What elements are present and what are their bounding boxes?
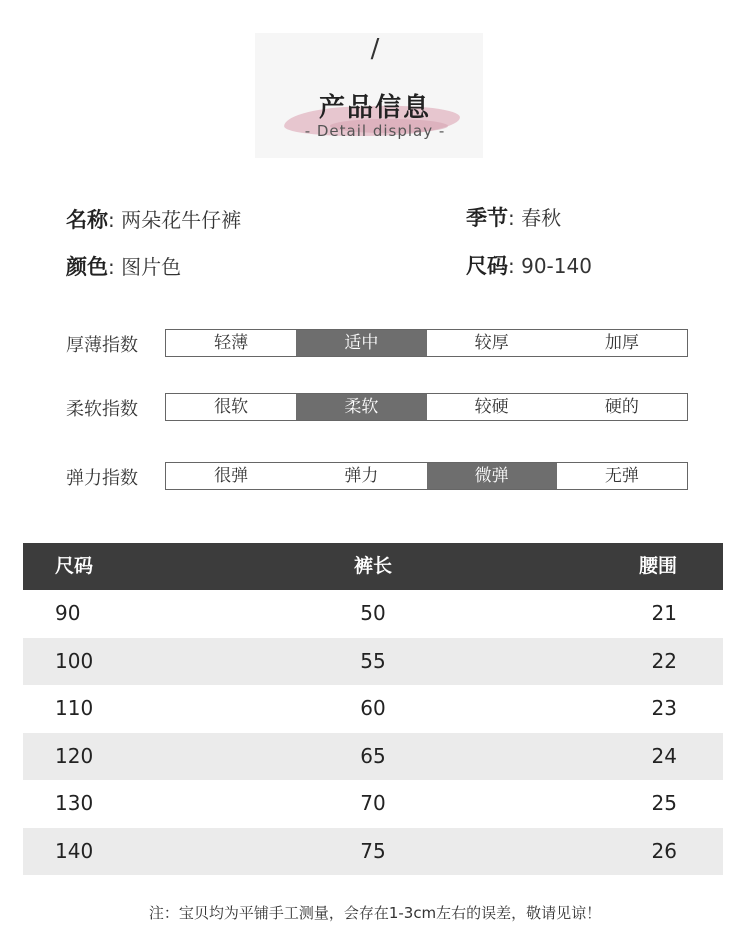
table-row (23, 638, 723, 686)
cell-waist: 23 (651, 696, 677, 720)
info-name (66, 204, 241, 234)
softness-scale (165, 393, 688, 421)
info-size (466, 250, 592, 280)
size-table (23, 543, 723, 875)
cell-size: 140 (55, 838, 94, 863)
elasticity-option: 微弹 (427, 463, 557, 489)
info-name-value: 两朵花牛仔裤 (121, 208, 242, 232)
header-size: 尺码 (55, 555, 94, 577)
cell-size: 120 (55, 743, 94, 768)
elasticity-option: 很弹 (214, 466, 249, 486)
info-size-value: 90-140 (521, 254, 592, 278)
softness-option: 硬的 (604, 397, 639, 417)
info-name-separator: : (108, 208, 122, 232)
thickness-scale (165, 329, 688, 357)
info-season-value: 春秋 (521, 206, 562, 230)
cell-length: 55 (360, 648, 386, 673)
thickness-scale-label: 厚薄指数 (66, 335, 138, 356)
cell-size: 110 (55, 696, 94, 720)
elasticity-option: 无弹 (604, 466, 639, 486)
measurement-note: 注：宝贝均为平铺手工测量，会存在1-3cm左右的误差，敬请见谅！ (148, 904, 602, 922)
info-size-label: 尺码 (466, 254, 508, 278)
table-row (23, 828, 723, 876)
thickness-option: 适中 (296, 330, 426, 356)
table-row (23, 780, 723, 828)
softness-option: 柔软 (296, 394, 426, 420)
softness-option: 较硬 (474, 397, 509, 417)
softness-option: 很软 (214, 397, 249, 417)
info-season-label: 季节 (466, 206, 508, 230)
info-color-label: 颜色 (66, 255, 108, 279)
section-subtitle: - Detail display - (304, 122, 446, 140)
table-row (23, 733, 723, 781)
table-row (23, 685, 723, 733)
cell-waist: 24 (651, 743, 677, 768)
cell-size: 100 (55, 648, 94, 673)
info-color-value: 图片色 (121, 255, 182, 279)
header-waist: 腰围 (638, 555, 677, 577)
header-length: 裤长 (353, 555, 392, 577)
info-season-separator: : (508, 206, 522, 230)
info-color-separator: : (108, 255, 122, 279)
cell-waist: 22 (651, 648, 677, 673)
table-row (23, 590, 723, 638)
cell-length: 60 (360, 696, 386, 720)
cell-size: 130 (55, 791, 94, 815)
elasticity-scale-label: 弹力指数 (66, 468, 138, 489)
cell-length: 65 (360, 743, 386, 768)
table-header (23, 543, 723, 590)
info-season (466, 202, 561, 232)
thickness-option: 轻薄 (214, 333, 249, 353)
info-name-label: 名称 (66, 208, 108, 232)
elasticity-option: 弹力 (344, 466, 379, 486)
thickness-option: 较厚 (474, 333, 509, 353)
cell-waist: 21 (651, 601, 677, 625)
cell-waist: 26 (651, 838, 677, 863)
cell-length: 70 (360, 791, 386, 815)
cell-length: 50 (360, 601, 386, 625)
section-title: 产品信息 (318, 93, 431, 123)
cell-waist: 25 (651, 791, 677, 815)
cell-size: 90 (55, 601, 81, 625)
info-size-separator: : (508, 254, 522, 278)
softness-scale-label: 柔软指数 (66, 399, 138, 420)
cell-length: 75 (360, 838, 386, 863)
header-slash: / (370, 34, 380, 64)
info-color (66, 251, 181, 281)
elasticity-scale (165, 462, 688, 490)
thickness-option: 加厚 (604, 333, 639, 353)
